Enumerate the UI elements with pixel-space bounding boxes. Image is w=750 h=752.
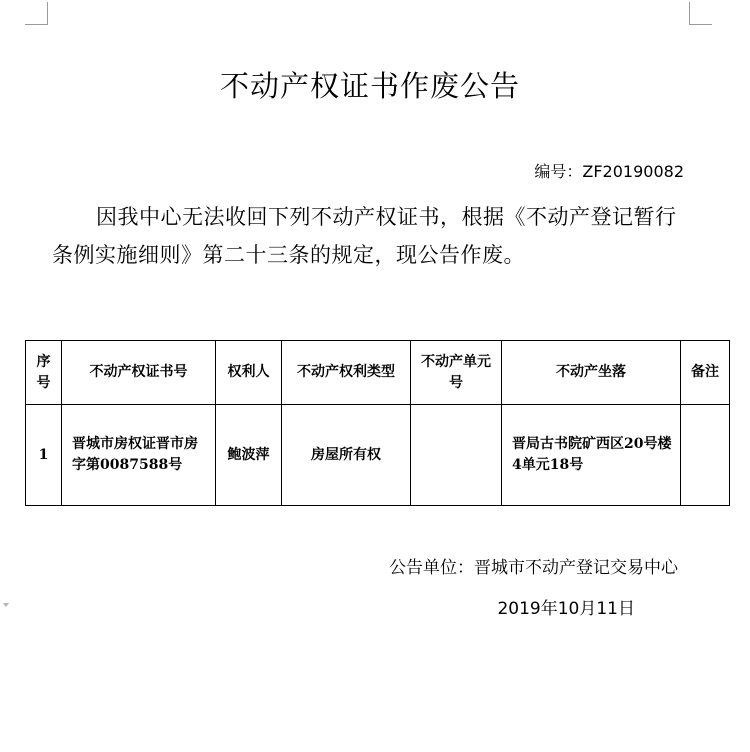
header-cert-no: 不动产权证书号 xyxy=(62,341,216,405)
cell-seq: 1 xyxy=(26,405,62,506)
cell-location: 晋局古书院矿西区20号楼4单元18号 xyxy=(502,405,681,506)
page-corner-mark-top-left xyxy=(25,2,48,25)
cell-unit-no xyxy=(411,405,502,506)
cell-holder: 鲍波萍 xyxy=(216,405,282,506)
table-header-row xyxy=(26,341,730,405)
header-seq: 序号 xyxy=(26,341,62,405)
document-number: 编号：ZF20190082 xyxy=(534,162,684,181)
header-right-type: 不动产权利类型 xyxy=(282,341,411,405)
document-title: 不动产权证书作废公告 xyxy=(219,69,520,103)
header-location: 不动产坐落 xyxy=(502,341,681,405)
margin-marker-icon xyxy=(3,603,9,607)
cell-cert-no: 晋城市房权证晋市房字第0087588号 xyxy=(62,405,216,506)
cell-remark xyxy=(681,405,730,506)
header-holder: 权利人 xyxy=(216,341,282,405)
table-row xyxy=(26,405,730,506)
header-unit-no: 不动产单元号 xyxy=(411,341,502,405)
page-corner-mark-top-right xyxy=(689,2,712,25)
header-remark: 备注 xyxy=(681,341,730,405)
announcement-body: 因我中心无法收回下列不动产权证书，根据《不动产登记暂行条例实施细则》第二十三条的规定，现公告作废。 xyxy=(52,205,677,267)
cell-right-type: 房屋所有权 xyxy=(282,405,411,506)
issuing-unit: 公告单位：晋城市不动产登记交易中心 xyxy=(389,558,678,578)
certificate-table xyxy=(25,340,730,506)
issue-date: 2019年10月11日 xyxy=(497,599,635,619)
